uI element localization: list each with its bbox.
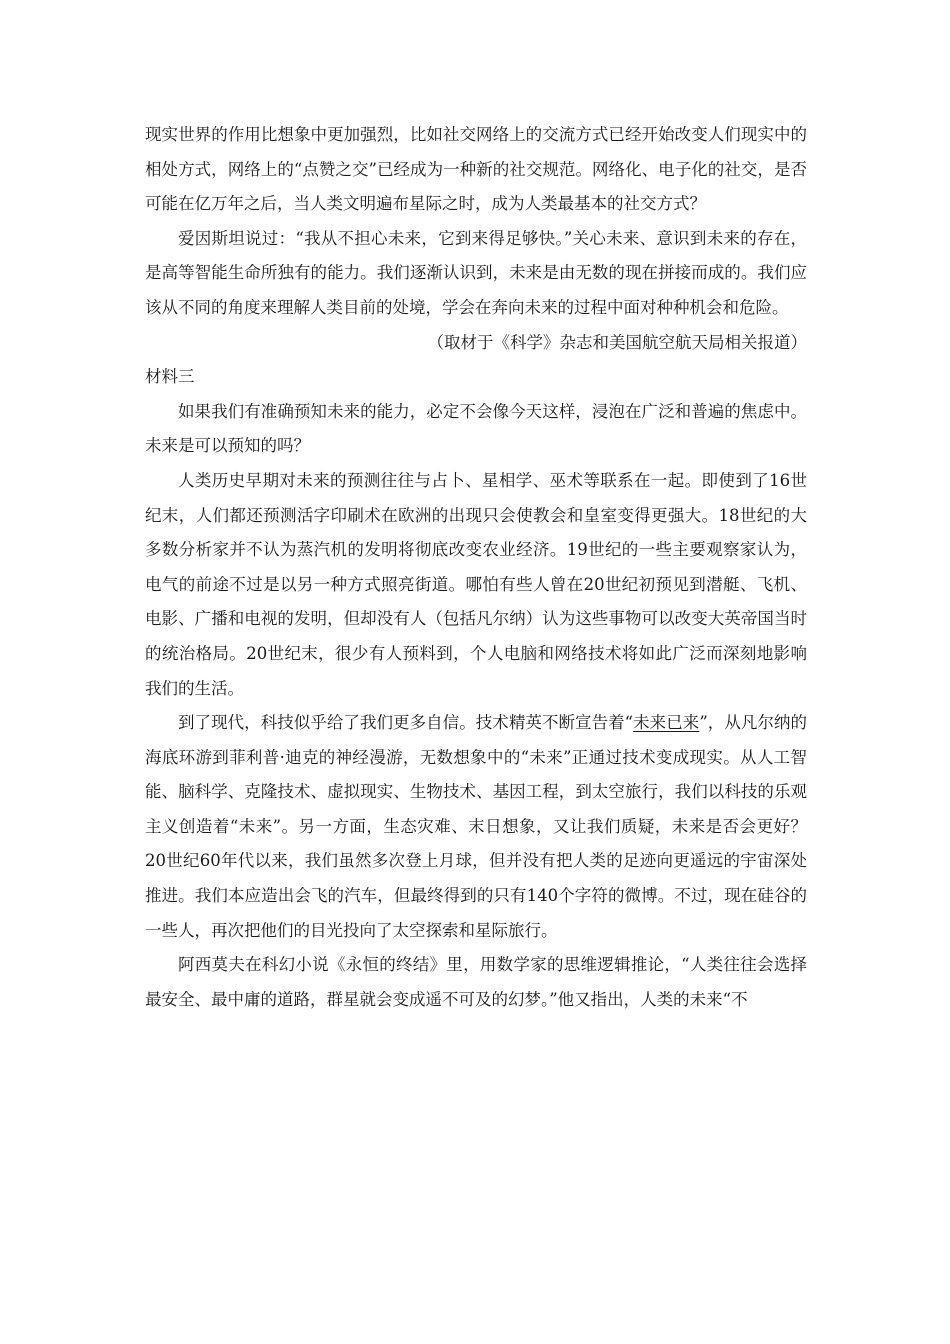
article-body — [145, 118, 807, 1017]
paragraph-asimov — [145, 948, 807, 1017]
paragraph-text: 到了现代，科技似乎给了我们更多自信。技术精英不断宣告着“ — [178, 713, 634, 733]
paragraph-text: 如果我们有准确预知未来的能力，必定不会像今天这样，浸泡在广泛和普遍的焦虑中。未来是可以预知的吗？ — [145, 401, 807, 456]
paragraph-text: 爱因斯坦说过：“我从不担心未来，它到来得足够快。”关心未来、意识到未来的存在，是高等智能生命所独有的能力。我们逐渐认识到，未来是由无数的现在拼接而成的。我们应该从不同的角度来理解人类目前的处境，学会在奔向未来的过程中面对种种机会和危险。 — [145, 228, 807, 317]
paragraph-text: ”，从凡尔纳的海底环游到菲利普·迪克的神经漫游，无数想象中的“未来”正通过技术变成现实。从人工智能、脑科学、克隆技术、虚拟现实、生物技术、基因工程，到太空旅行，我们以科技的乐观主义创造着“未来”。另一方面，生态灾难、末日想象，又让我们质疑，未来是否会更好？20世纪60年代以来，我们虽然多次登上月球，但并没有把人类的足迹向更遥远的宇宙深处推进。我们本应造出会飞的汽车，但最终得到的只有140个字符的微博。不过，现在硅谷的一些人，再次把他们的目光投向了太空探索和星际旅行。 — [145, 713, 808, 940]
paragraph-predict-future — [145, 395, 807, 464]
paragraph-einstein-quote — [145, 222, 807, 326]
underlined-phrase: 未来已来 — [633, 713, 700, 733]
source-citation: （取材于《科学》杂志和美国航空航天局相关报道） — [427, 332, 807, 352]
section-heading: 材料三 — [145, 367, 195, 387]
paragraph-text: 阿西莫夫在科幻小说《永恒的终结》里，用数学家的思维逻辑推论，“人类往往会选择最安全、最中庸的道路，群星就会变成遥不可及的幻梦。”他又指出，人类的未来“不 — [145, 955, 807, 1009]
paragraph-social-networks — [145, 118, 807, 222]
paragraph-text: 人类历史早期对未来的预测往往与占卜、星相学、巫术等联系在一起。即使到了16世纪末，人们都还预测活字印刷术在欧洲的出现只会使教会和皇室变得更强大。18世纪的大多数分析家并不认为蒸汽机的发明将彻底改变农业经济。19世纪的一些主要观察家认为，电气的前途不过是以另一种方式照亮街道。哪怕有些人曾在20世纪初预见到潜艇、飞机、电影、广播和电视的发明，但却没有人（包括凡尔纳）认为这些事物可以改变大英帝国当时的统治格局。20世纪末，很少有人预料到，个人电脑和网络技术将如此广泛而深刻地影响我们的生活。 — [145, 470, 807, 698]
paragraph-text: 现实世界的作用比想象中更加强烈，比如社交网络上的交流方式已经开始改变人们现实中的相处方式，网络上的“点赞之交”已经成为一种新的社交规范。网络化、电子化的社交，是否可能在亿万年之后，当人类文明遍布星际之时，成为人类最基本的社交方式？ — [145, 125, 807, 214]
paragraph-modern-technology — [145, 706, 807, 948]
paragraph-history-predictions — [145, 464, 807, 706]
